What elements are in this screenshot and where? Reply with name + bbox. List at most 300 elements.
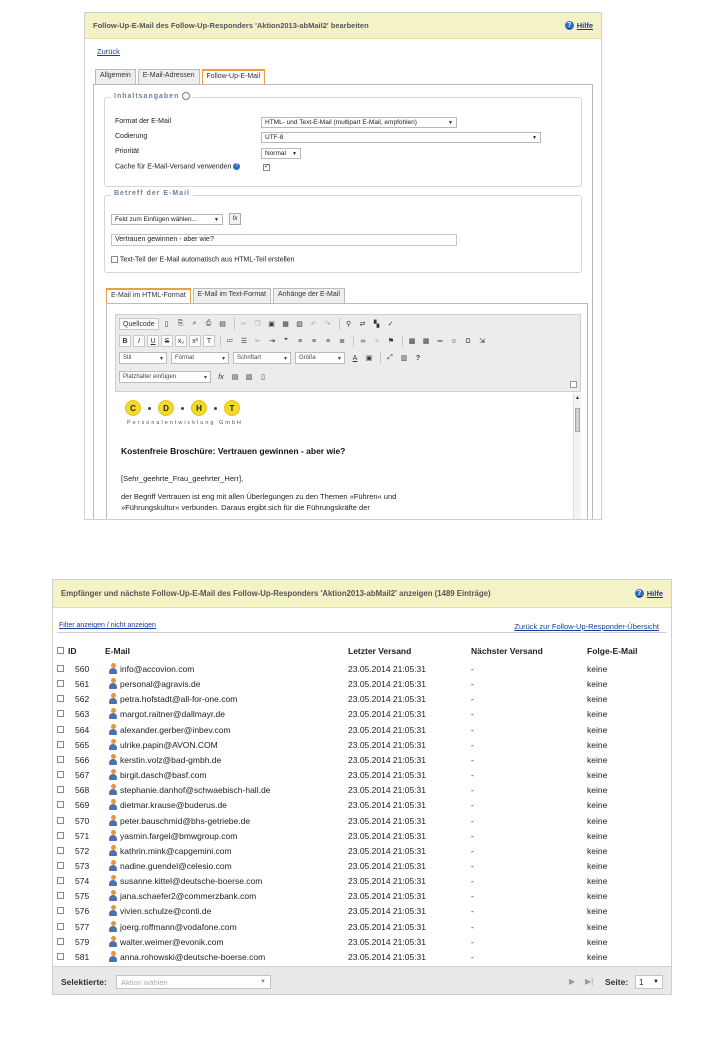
table-row[interactable] [57,859,667,874]
row-follow-up: keine [587,860,608,871]
row-next-sent: - [471,921,474,932]
row-id: 565 [75,739,90,750]
style-select[interactable] [119,352,167,364]
row-next-sent: - [471,785,474,796]
attachment-icon[interactable]: ▧ [245,374,253,381]
search-icon [182,92,190,100]
user-icon [109,830,117,841]
table-row[interactable] [57,950,667,965]
row-email[interactable]: alexander.gerber@inbev.com [120,724,231,735]
chevron-down-icon: ▾ [203,374,207,381]
row-follow-up: keine [587,800,608,811]
table-row[interactable] [57,920,667,935]
unlink-icon[interactable]: ∝ [374,338,380,345]
col-header-last-sent[interactable]: Letzter Versand [348,646,412,656]
collapse-toolbar-icon[interactable] [570,381,577,388]
row-last-sent: 23.05.2014 21:05:31 [348,830,426,841]
row-email[interactable]: jana.schaefer2@commerzbank.com [120,891,257,902]
row-checkbox[interactable] [57,741,64,748]
row-next-sent: - [471,724,474,735]
show-blocks-icon[interactable]: ▥ [400,355,408,362]
horizontal-line-icon[interactable]: ═ [437,337,443,345]
auto-text-row [111,256,295,263]
row-email[interactable]: personal@agravis.de [120,679,201,690]
inhaltsangaben-legend-text: Inhaltsangaben [114,92,180,100]
row-next-sent: - [471,770,474,781]
inhaltsangaben-fieldset [104,92,582,187]
panel-title: Empfänger und nächste Follow-Up-E-Mail des Follow-Up-Responders 'Aktion2013-abMail2' anzeigen (1489 Einträge) [61,589,491,598]
placeholder-select-label: Platzhalter einfügen [123,374,177,380]
toolbar-row-3 [119,351,426,365]
row-last-sent: 23.05.2014 21:05:31 [348,785,426,796]
strikethrough-icon[interactable]: S [161,335,173,347]
subscript-icon[interactable]: x₂ [175,335,187,347]
page-select[interactable] [635,975,663,989]
row-id: 571 [75,830,90,841]
editor-tabs [106,288,347,303]
row-email[interactable]: walter.weimer@evonik.com [120,936,224,947]
align-right-icon[interactable]: ≡ [325,337,331,345]
auto-text-label: Text-Teil der E-Mail automatisch aus HTML-Teil erstellen [119,256,295,264]
editor-toolbar [115,314,581,392]
row-id: 568 [75,785,90,796]
help-label: Hilfe [576,21,593,30]
row-email[interactable]: info@accovion.com [120,664,195,674]
table-row[interactable] [57,677,667,692]
row-id: 561 [75,679,90,690]
user-icon [109,693,117,704]
row-follow-up: keine [587,845,608,856]
row-id: 573 [75,860,90,871]
table-row[interactable] [57,935,667,950]
table-icon[interactable]: ▦ [422,338,430,345]
row-last-sent: 23.05.2014 21:05:31 [348,754,426,765]
select-all-icon[interactable]: ▚ [373,321,380,328]
row-checkbox[interactable] [57,847,64,854]
row-checkbox[interactable] [57,695,64,702]
user-icon [109,663,117,674]
table-row[interactable] [57,662,667,677]
betreff-fieldset [104,190,582,273]
table-row[interactable] [57,829,667,844]
last-page-icon[interactable]: ▶| [585,977,594,986]
row-id: 577 [75,921,90,932]
email-text-line-2: »Führungskultur« verbunden. Daraus ergibt sich für die Führungskräfte der [121,503,370,512]
row-email[interactable]: anna.rohowski@deutsche-boerse.com [120,951,266,962]
outdent-icon[interactable]: ⇤ [255,338,261,345]
row-follow-up: keine [587,906,608,917]
row-id: 566 [75,754,90,765]
chevron-down-icon: ▾ [159,355,163,362]
row-next-sent: - [471,739,474,750]
row-checkbox[interactable] [57,907,64,914]
col-header-follow-up[interactable]: Folge-E-Mail [587,646,638,656]
row-last-sent: 23.05.2014 21:05:31 [348,800,426,811]
row-follow-up: keine [587,876,608,887]
back-to-overview-link[interactable]: Zurück zur Follow-Up-Responder-Übersicht [514,622,659,631]
bold-icon[interactable]: B [119,335,131,347]
cache-row [115,163,240,170]
row-next-sent: - [471,815,474,826]
logo-subtitle: Personalentwicklung GmbH [127,420,243,426]
align-left-icon[interactable]: ≡ [297,337,303,345]
page-break-icon[interactable]: ⇲ [479,338,485,345]
chevron-down-icon: ▼ [653,979,659,985]
prioritaet-select[interactable] [261,148,301,159]
align-center-icon[interactable]: ≡ [311,337,317,345]
maximize-icon[interactable]: ⤢ [387,354,393,361]
image-icon[interactable]: ▩ [408,338,416,345]
user-icon [109,951,117,962]
user-icon [109,724,117,735]
format-dropdown[interactable] [171,352,229,364]
row-next-sent: - [471,800,474,811]
row-last-sent: 23.05.2014 21:05:31 [348,936,426,947]
chevron-down-icon: ▾ [283,355,287,362]
col-header-next-sent[interactable]: Nächster Versand [471,646,543,656]
chevron-down-icon: ▾ [221,355,225,362]
row-follow-up: keine [587,830,608,841]
remove-format-icon[interactable]: T [203,335,215,347]
row-last-sent: 23.05.2014 21:05:31 [348,815,426,826]
spellcheck-icon[interactable]: ✓ [387,321,394,328]
row-email[interactable]: margot.raitner@dallmayr.de [120,709,226,720]
preview-icon[interactable]: ⌕ [192,320,197,327]
col-header-id[interactable]: ID [68,646,77,656]
row-email[interactable]: yasmin.fargel@bmwgroup.com [120,830,238,841]
panel-header [53,580,671,608]
style-select-label: Stil [123,355,132,361]
logo-letter-t: T [224,400,240,416]
redo-icon[interactable]: ↷ [324,321,331,328]
table-row[interactable] [57,707,667,722]
subject-input[interactable]: Vertrauen gewinnen - aber wie? [111,234,457,246]
next-page-icon[interactable]: ▶ [569,977,576,986]
row-checkbox[interactable] [57,953,64,960]
row-follow-up: keine [587,951,608,962]
row-id: 572 [75,845,90,856]
row-checkbox[interactable] [57,680,64,687]
row-next-sent: - [471,694,474,705]
follow-up-email-edit-panel [84,12,602,520]
chevron-down-icon: ▼ [532,134,537,141]
help-link[interactable] [635,589,663,598]
user-icon [109,784,117,795]
row-id: 567 [75,770,90,781]
row-follow-up: keine [587,739,608,750]
row-last-sent: 23.05.2014 21:05:31 [348,951,426,962]
separator [339,318,340,330]
tab-follow-up-email[interactable]: Follow-Up-E-Mail [202,69,266,84]
row-next-sent: - [471,679,474,690]
table-row[interactable] [57,768,667,783]
row-id: 574 [75,876,90,887]
fx-icon[interactable]: fx [218,373,224,381]
user-icon [109,921,117,932]
row-follow-up: keine [587,754,608,765]
user-icon [109,845,117,856]
row-follow-up: keine [587,785,608,796]
row-last-sent: 23.05.2014 21:05:31 [348,770,426,781]
table-row[interactable] [57,798,667,813]
scrollbar-thumb[interactable] [575,408,580,432]
blockquote-icon[interactable]: ❞ [284,338,288,345]
chevron-down-icon: ▼ [214,216,219,223]
superscript-icon[interactable]: x² [189,335,201,347]
new-page-icon[interactable]: ▯ [164,321,169,328]
betreff-legend: Betreff der E-Mail [111,190,193,197]
row-follow-up: keine [587,936,608,947]
cut-icon[interactable]: ✂ [240,321,247,328]
row-next-sent: - [471,830,474,841]
table-row[interactable] [57,874,667,889]
tab-content [93,84,593,520]
back-link[interactable]: Zurück [97,47,120,56]
indent-icon[interactable]: ⇥ [269,338,275,345]
logo-letter-h: H [191,400,207,416]
row-last-sent: 23.05.2014 21:05:31 [348,891,426,902]
chevron-down-icon: ▼ [448,119,453,126]
row-checkbox[interactable] [57,786,64,793]
row-next-sent: - [471,860,474,871]
logo-letter-c: C [125,400,141,416]
row-id: 570 [75,815,90,826]
row-email[interactable]: susanne.kittel@deutsche-boerse.com [120,876,263,887]
row-last-sent: 23.05.2014 21:05:31 [348,679,426,690]
row-id: 560 [75,664,90,674]
codierung-select-value: UTF-8 [265,134,284,141]
paste-icon[interactable]: ▣ [268,321,275,328]
panel-title: Follow-Up-E-Mail des Follow-Up-Responders 'Aktion2013-abMail2' bearbeiten [93,21,369,30]
fx-button[interactable]: fx [229,213,241,225]
row-checkbox[interactable] [57,862,64,869]
format-select-value: HTML- und Text-E-Mail (multipart E-Mail, empfohlen) [265,119,417,126]
logo-dot [181,407,184,410]
tab-attachments[interactable]: Anhänge der E-Mail [273,288,345,303]
row-email[interactable]: joerg.roffmann@vodafone.com [120,921,237,932]
field-insert-select[interactable] [111,214,223,225]
table-row[interactable] [57,738,667,753]
logo-letter-d: D [158,400,174,416]
separator [353,335,354,347]
row-id: 579 [75,936,90,947]
row-id: 581 [75,951,90,962]
panel-header [85,13,601,39]
bulleted-list-icon[interactable]: ☰ [240,338,248,345]
row-next-sent: - [471,876,474,887]
print-icon[interactable]: ⎙ [205,320,212,327]
table-row[interactable] [57,692,667,707]
format-select[interactable] [261,117,457,128]
row-email[interactable]: kathrin.mink@capgemini.com [120,845,232,856]
underline-icon[interactable]: U [147,335,159,347]
row-checkbox[interactable] [57,801,64,808]
row-email[interactable]: peter.bauschmid@bhs-getriebe.de [120,815,251,826]
row-id: 564 [75,724,90,735]
email-heading: Kostenfreie Broschüre: Vertrauen gewinnen - aber wie? [121,446,346,456]
help-link[interactable] [565,21,593,30]
editor-scrollbar[interactable] [573,394,581,520]
paste-text-icon[interactable]: ▦ [282,321,289,328]
user-icon [109,769,117,780]
row-checkbox[interactable] [57,726,64,733]
chevron-down-icon: ▾ [337,355,341,362]
user-icon [109,799,117,810]
chevron-down-icon: ▼ [292,150,297,157]
special-char-icon[interactable]: Ω [465,337,471,345]
row-last-sent: 23.05.2014 21:05:31 [348,860,426,871]
toolbar-row-2 [119,334,490,348]
row-checkbox[interactable] [57,892,64,899]
row-email[interactable]: dietmar.krause@buderus.de [120,800,227,811]
replace-icon[interactable]: ⇄ [359,321,366,328]
row-email[interactable]: nadine.guendel@celesio.com [120,860,232,871]
row-checkbox[interactable] [57,756,64,763]
row-email[interactable]: stephanie.danhof@schwaebisch-hall.de [120,785,271,796]
cache-checkbox[interactable] [263,164,270,171]
form-icon[interactable]: ▤ [231,374,239,381]
prioritaet-label: Priorität [115,148,140,155]
user-icon [109,678,117,689]
copy-icon[interactable]: ❐ [254,321,261,328]
row-next-sent: - [471,845,474,856]
recipients-table [57,632,667,966]
row-checkbox[interactable] [57,877,64,884]
table-row[interactable] [57,889,667,904]
action-select[interactable] [116,975,271,989]
size-select[interactable] [295,352,345,364]
templates-icon[interactable]: ⎘ [177,320,184,327]
row-id: 562 [75,694,90,705]
find-icon[interactable]: ⚲ [345,321,352,328]
row-id: 569 [75,800,90,811]
source-button[interactable] [119,318,159,330]
toolbar-row-1 [119,317,399,331]
toolbar-row-4 [119,370,271,384]
row-id: 575 [75,891,90,902]
table-row[interactable] [57,723,667,738]
bg-color-icon[interactable]: ▣ [365,355,373,362]
row-next-sent: - [471,891,474,902]
scroll-up-icon[interactable]: ▲ [575,395,580,401]
row-email[interactable]: ulrike.papin@AVON.COM [120,739,218,750]
prioritaet-select-value: Normal [265,150,286,157]
anchor-icon[interactable]: ⚑ [387,338,395,345]
row-checkbox[interactable] [57,938,64,945]
row-checkbox[interactable] [57,817,64,824]
row-email[interactable]: petra.hofstadt@all-for-one.com [120,694,238,705]
tab-html-format[interactable]: E-Mail im HTML-Format [106,288,191,303]
row-next-sent: - [471,754,474,765]
user-icon [109,754,117,765]
placeholder-select[interactable] [119,371,211,383]
row-follow-up: keine [587,694,608,705]
row-last-sent: 23.05.2014 21:05:31 [348,921,426,932]
row-id: 576 [75,906,90,917]
paste-word-icon[interactable]: ▧ [296,321,303,328]
row-next-sent: - [471,709,474,720]
table-row[interactable] [57,814,667,829]
row-id: 563 [75,709,90,720]
text-color-icon[interactable]: A [352,354,358,362]
row-last-sent: 23.05.2014 21:05:31 [348,876,426,887]
row-follow-up: keine [587,891,608,902]
row-follow-up: keine [587,815,608,826]
format-dropdown-label: Format [175,355,195,361]
table-footer [53,966,672,995]
help-label: Hilfe [646,589,663,598]
select-all-checkbox[interactable] [57,647,64,654]
row-checkbox[interactable] [57,710,64,717]
row-checkbox[interactable] [57,832,64,839]
row-last-sent: 23.05.2014 21:05:31 [348,664,426,674]
row-next-sent: - [471,936,474,947]
row-checkbox[interactable] [57,923,64,930]
row-checkbox[interactable] [57,665,64,672]
undo-icon[interactable]: ↶ [310,321,317,328]
logo-dot [214,407,217,410]
email-text-line-1: der Begriff Vertrauen ist eng mit allen Überlegungen zu den Themen »Führen« und [121,492,397,501]
html-editor [106,303,588,520]
row-follow-up: keine [587,724,608,735]
font-select-label: Schriftart [237,355,262,361]
row-next-sent: - [471,951,474,962]
filter-toggle-link[interactable]: Filter anzeigen / nicht anzeigen [59,622,156,629]
row-last-sent: 23.05.2014 21:05:31 [348,724,426,735]
row-last-sent: 23.05.2014 21:05:31 [348,739,426,750]
mobile-icon[interactable]: ▯ [261,374,265,381]
inhaltsangaben-legend [111,92,193,100]
row-follow-up: keine [587,770,608,781]
row-email[interactable]: vivien.schulze@conti.de [120,906,212,917]
row-checkbox[interactable] [57,771,64,778]
smiley-icon[interactable]: ☺ [450,337,458,345]
table-row[interactable] [57,753,667,768]
separator [234,318,235,330]
auto-text-checkbox[interactable] [111,256,118,263]
cdht-logo [125,400,240,416]
font-select[interactable] [233,352,291,364]
user-icon [109,815,117,826]
document-icon[interactable]: ▤ [219,321,226,328]
recipients-panel [52,579,672,995]
action-select-placeholder: Aktion wählen [121,977,168,987]
tab-text-format[interactable]: E-Mail im Text-Format [193,288,271,303]
italic-icon[interactable]: I [133,335,145,347]
tab-allgemein[interactable]: Allgemein [95,69,136,84]
format-label: Format der E-Mail [115,118,172,125]
codierung-select[interactable] [261,132,541,143]
table-row[interactable] [57,783,667,798]
row-email[interactable]: birgit.dasch@basf.com [120,770,207,781]
main-tabs [95,69,267,84]
help-editor-icon[interactable]: ? [415,354,421,362]
table-row[interactable] [57,844,667,859]
tab-email-addresses[interactable]: E-Mail-Adressen [138,69,200,84]
email-salutation: [Sehr_geehrte_Frau_geehrter_Herr], [121,474,244,483]
table-row[interactable] [57,904,667,919]
separator [380,352,381,364]
justify-icon[interactable]: ≣ [339,338,345,345]
editor-content[interactable] [115,394,581,520]
user-icon [109,875,117,886]
link-icon[interactable]: ∞ [360,337,366,345]
row-email[interactable]: kerstin.volz@bad-gmbh.de [120,754,222,765]
col-header-email[interactable]: E-Mail [105,646,131,656]
numbered-list-icon[interactable]: ≔ [226,338,234,345]
help-icon: ? [635,589,644,598]
row-next-sent: - [471,664,474,674]
